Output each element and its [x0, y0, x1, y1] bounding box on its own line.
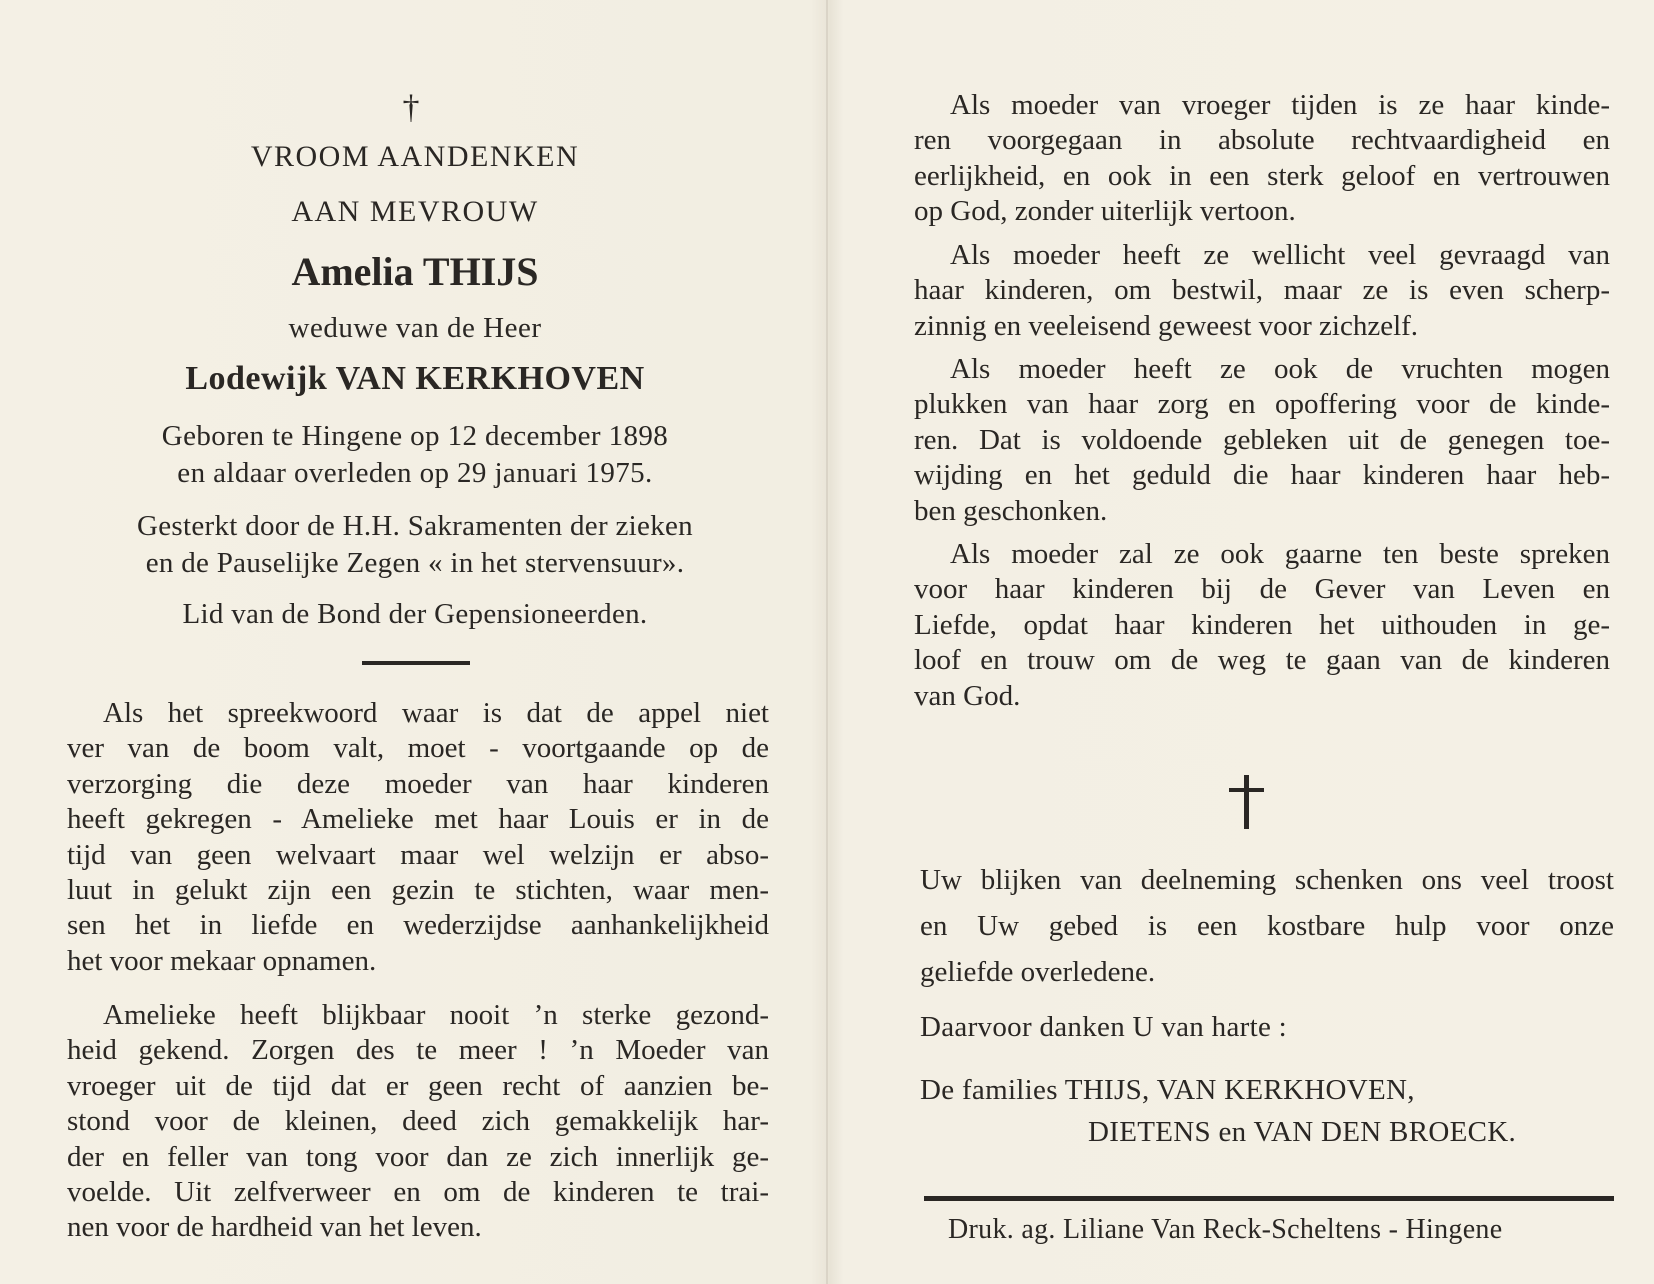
text-line: der en feller van tong voor dan ze zich innerlijk ge-: [67, 1140, 769, 1173]
right-paragraph-2: [914, 238, 1610, 344]
text-line: Amelieke heeft blijkbaar nooit ’n sterke gezond-: [103, 999, 769, 1031]
text-line: Als moeder heeft ze ook de vruchten mogen: [950, 353, 1610, 385]
text-line: Uw blijken van deelneming schenken ons veel troost: [920, 864, 1614, 896]
text-line: ren. Dat is voldoende gebleken uit de genegen toe-: [914, 423, 1610, 456]
cross-vertical-bar: [1244, 775, 1249, 829]
families-line-1: De families THIJS, VAN KERKHOVEN,: [920, 1074, 1415, 1106]
text-line: Liefde, opdat haar kinderen het uithouden in ge-: [914, 608, 1610, 641]
text-line: ver van de boom valt, moet - voortgaande op de: [67, 732, 769, 765]
birth-line: Geboren te Hingene op 12 december 1898: [161, 420, 669, 452]
text-line: vroeger uit de tijd dat er geen recht of aanzien be-: [67, 1069, 769, 1102]
right-paragraph-4: [914, 537, 1610, 714]
text-line: Als moeder van vroeger tijden is ze haar kinde-: [950, 89, 1610, 121]
right-paragraph-1: [914, 88, 1610, 230]
text-line: zinnig en veeleisend geweest voor zichzelf.: [914, 309, 1419, 342]
text-line: ben geschonken.: [914, 494, 1108, 527]
text-line: tijd van geen welvaart maar wel welzijn er abso-: [67, 838, 769, 871]
left-paragraph-2: [67, 998, 769, 1246]
text-line: voelde. Uit zelfverweer en om de kinderen te trai-: [67, 1175, 769, 1208]
text-line: luut in gelukt zijn een gezin te stichten, waar men-: [67, 873, 769, 906]
left-panel: [0, 0, 826, 1284]
printer-credit: Druk. ag. Liliane Van Reck-Scheltens - Hingene: [948, 1214, 1503, 1245]
text-line: Als moeder zal ze ook gaarne ten beste spreken: [950, 538, 1610, 570]
death-line: en aldaar overleden op 29 januari 1975.: [177, 457, 653, 489]
deceased-name: Amelia THIJS: [291, 249, 539, 294]
cross-icon: [1222, 775, 1272, 829]
membership-line: Lid van de Bond der Gepensioneerden.: [182, 598, 648, 630]
text-line: nen voor de hardheid van het leven.: [67, 1211, 482, 1244]
text-line: sen het in liefde en wederzijdse aanhankelijkheid: [67, 909, 769, 942]
text-line: heeft gekregen - Amelieke met haar Louis er in de: [67, 803, 769, 836]
text-line: stond voor de kleinen, deed zich gemakkelijk har-: [67, 1105, 769, 1138]
right-panel: [828, 0, 1654, 1284]
sacrament-line-2: en de Pauselijke Zegen « in het stervensuur».: [145, 547, 685, 579]
bottom-rule: [924, 1196, 1614, 1201]
cross-horizontal-bar: [1229, 788, 1264, 792]
thanks-line: Daarvoor danken U van harte :: [920, 1011, 1288, 1043]
text-line: voor haar kinderen bij de Gever van Leven en: [914, 573, 1610, 606]
text-line: geliefde overledene.: [920, 956, 1156, 988]
text-line: ren voorgegaan in absolute rechtvaardigheid en: [914, 124, 1610, 157]
heading-vroom-aandenken: VROOM AANDENKEN: [250, 140, 580, 173]
text-line: verzorging die deze moeder van haar kinderen: [67, 767, 769, 800]
families-line-2: DIETENS en VAN DEN BROECK.: [1088, 1116, 1517, 1148]
text-line: eerlijkheid, en ook in een sterk geloof en vertrouwen: [914, 159, 1610, 192]
husband-name: Lodewijk VAN KERKHOVEN: [185, 360, 645, 397]
text-line: plukken van haar zorg en opoffering voor de kinde-: [914, 388, 1610, 421]
thanks-paragraph: [920, 857, 1614, 995]
text-line: op God, zonder uiterlijk vertoon.: [914, 195, 1296, 228]
heading-aan-mevrouw: AAN MEVROUW: [291, 195, 539, 228]
divider-rule: [362, 661, 470, 665]
sacrament-line-1: Gesterkt door de H.H. Sakramenten der zieken: [137, 510, 693, 542]
left-paragraph-1: [67, 696, 769, 979]
widow-of-line: weduwe van de Heer: [288, 312, 542, 344]
text-line: en Uw gebed is een kostbare hulp voor onze: [920, 910, 1614, 942]
right-paragraph-3: [914, 352, 1610, 529]
text-line: het voor mekaar opnamen.: [67, 944, 377, 977]
text-line: van God.: [914, 679, 1021, 712]
text-line: Als moeder heeft ze wellicht veel gevraagd van: [950, 239, 1610, 271]
text-line: wijding en het geduld die haar kinderen haar heb-: [914, 459, 1610, 492]
small-cross-icon: †: [402, 89, 420, 126]
text-line: haar kinderen, om bestwil, maar ze is even scherp-: [914, 274, 1610, 307]
text-line: heid gekend. Zorgen des te meer ! ’n Moeder van: [67, 1034, 769, 1067]
text-line: loof en trouw om de weg te gaan van de kinderen: [914, 644, 1610, 677]
text-line: Als het spreekwoord waar is dat de appel niet: [103, 697, 769, 729]
